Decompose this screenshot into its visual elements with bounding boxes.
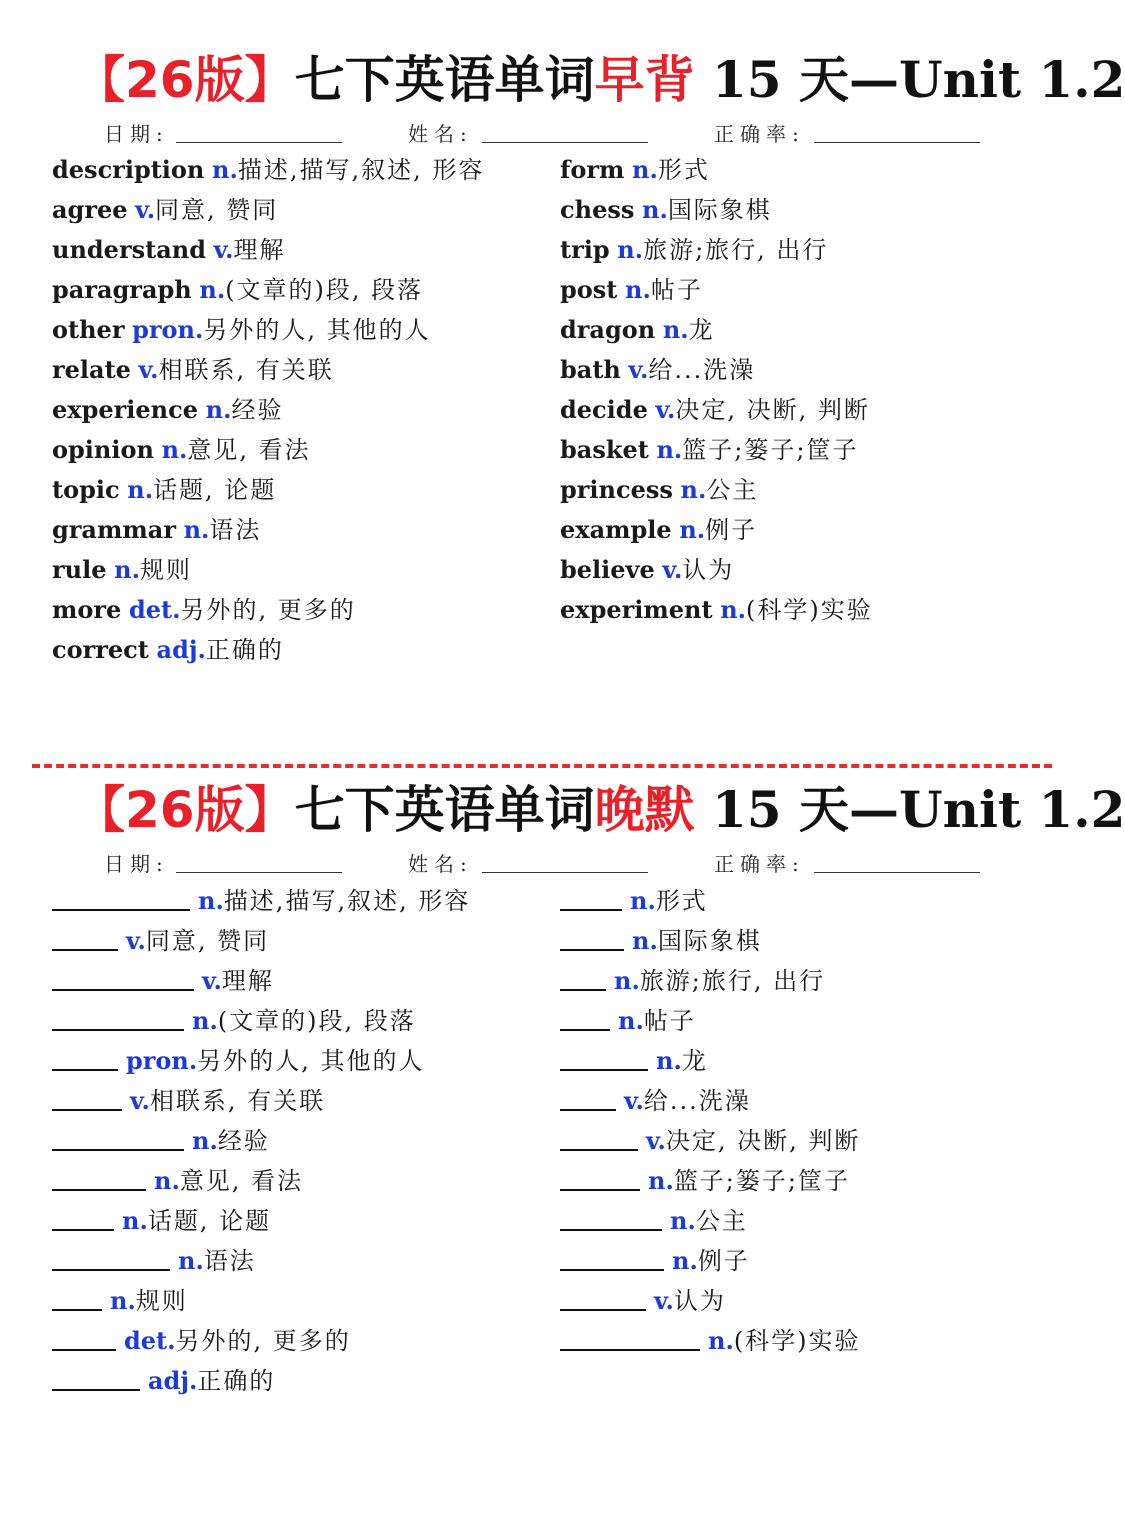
dictation-row bbox=[560, 1083, 861, 1123]
answer-blank[interactable] bbox=[560, 1163, 640, 1191]
chinese-meaning: 正确的 bbox=[205, 636, 284, 664]
dictation-row bbox=[52, 1363, 470, 1403]
chinese-meaning: 话题, 论题 bbox=[153, 476, 277, 504]
morning-right-column bbox=[560, 153, 873, 633]
part-of-speech: n. bbox=[127, 475, 154, 504]
answer-blank[interactable] bbox=[52, 1203, 114, 1231]
chinese-meaning: 帖子 bbox=[650, 276, 703, 304]
part-of-speech: n. bbox=[114, 555, 140, 584]
vocab-row bbox=[52, 513, 484, 553]
dictation-row bbox=[52, 1203, 470, 1243]
part-of-speech: pron. bbox=[132, 315, 204, 344]
part-of-speech: n. bbox=[656, 1046, 682, 1075]
part-of-speech: v. bbox=[135, 195, 156, 224]
morning-left-column bbox=[52, 153, 484, 673]
title-edition: 【26版】 bbox=[75, 51, 295, 109]
vocab-word: rule bbox=[52, 555, 107, 584]
part-of-speech: n. bbox=[154, 1166, 180, 1195]
chinese-meaning: 帖子 bbox=[643, 1007, 696, 1035]
title-main: 七下英语单词 bbox=[294, 780, 595, 839]
part-of-speech: det. bbox=[124, 1326, 176, 1355]
date-blank[interactable] bbox=[176, 872, 342, 873]
answer-blank[interactable] bbox=[52, 1003, 184, 1031]
accuracy-label: 正确率: bbox=[714, 852, 805, 876]
part-of-speech: n. bbox=[183, 515, 210, 544]
chinese-meaning: 规则 bbox=[139, 556, 192, 584]
vocab-row bbox=[560, 153, 873, 193]
dictation-row bbox=[52, 1043, 470, 1083]
chinese-meaning: 形式 bbox=[655, 887, 708, 915]
chinese-meaning: 相联系, 有关联 bbox=[158, 356, 334, 384]
vocab-row bbox=[560, 233, 873, 273]
answer-blank[interactable] bbox=[52, 1283, 102, 1311]
name-blank[interactable] bbox=[482, 872, 648, 873]
dictation-row bbox=[560, 1243, 861, 1283]
chinese-meaning: 旅游;旅行, 出行 bbox=[639, 967, 826, 995]
chinese-meaning: 决定, 决断, 判断 bbox=[665, 1127, 861, 1155]
vocab-word: basket bbox=[560, 435, 649, 464]
part-of-speech: n. bbox=[670, 1206, 696, 1235]
part-of-speech: n. bbox=[648, 1166, 674, 1195]
chinese-meaning: 例子 bbox=[705, 516, 758, 544]
chinese-meaning: 认为 bbox=[673, 1287, 726, 1315]
dictation-row bbox=[560, 1323, 861, 1363]
part-of-speech: adj. bbox=[148, 1366, 198, 1395]
answer-blank[interactable] bbox=[560, 1123, 638, 1151]
chinese-meaning: 另外的人, 其他的人 bbox=[197, 1047, 425, 1075]
vocab-row bbox=[560, 553, 873, 593]
part-of-speech: n. bbox=[122, 1206, 148, 1235]
dictation-row bbox=[52, 1003, 470, 1043]
part-of-speech: v. bbox=[662, 555, 683, 584]
part-of-speech: v. bbox=[624, 1086, 644, 1115]
part-of-speech: v. bbox=[130, 1086, 150, 1115]
dictation-row bbox=[52, 963, 470, 1003]
answer-blank[interactable] bbox=[52, 1043, 118, 1071]
vocab-word: relate bbox=[52, 355, 131, 384]
part-of-speech: n. bbox=[192, 1006, 218, 1035]
vocab-word: topic bbox=[52, 475, 120, 504]
vocab-word: decide bbox=[560, 395, 648, 424]
chinese-meaning: (科学)实验 bbox=[733, 1327, 861, 1355]
part-of-speech: n. bbox=[618, 1006, 644, 1035]
name-label: 姓名: bbox=[408, 122, 473, 146]
chinese-meaning: 意见, 看法 bbox=[187, 436, 311, 464]
morning-title bbox=[75, 48, 1125, 112]
dictation-row bbox=[560, 923, 861, 963]
part-of-speech: pron. bbox=[126, 1046, 198, 1075]
dictation-row bbox=[52, 923, 470, 963]
vocab-word: paragraph bbox=[52, 275, 192, 304]
title-accent: 晚默 bbox=[594, 780, 695, 839]
name-label: 姓名: bbox=[408, 852, 473, 876]
part-of-speech: n. bbox=[625, 275, 651, 304]
vocab-word: more bbox=[52, 595, 122, 624]
part-of-speech: n. bbox=[199, 275, 226, 304]
dictation-row bbox=[52, 883, 470, 923]
chinese-meaning: (文章的)段, 段落 bbox=[217, 1007, 416, 1035]
chinese-meaning: 另外的, 更多的 bbox=[175, 1327, 351, 1355]
part-of-speech: n. bbox=[679, 515, 706, 544]
vocab-row bbox=[52, 153, 484, 193]
vocab-word: dragon bbox=[560, 315, 656, 344]
chinese-meaning: 公主 bbox=[695, 1207, 748, 1235]
section-divider bbox=[32, 764, 1052, 768]
vocab-row bbox=[52, 353, 484, 393]
vocab-word: understand bbox=[52, 235, 206, 264]
vocab-word: other bbox=[52, 315, 125, 344]
chinese-meaning: 语法 bbox=[203, 1247, 256, 1275]
answer-blank[interactable] bbox=[560, 1003, 610, 1031]
part-of-speech: v. bbox=[126, 926, 146, 955]
vocab-word: opinion bbox=[52, 435, 154, 464]
answer-blank[interactable] bbox=[52, 1243, 170, 1271]
chinese-meaning: 相联系, 有关联 bbox=[149, 1087, 326, 1115]
chinese-meaning: 语法 bbox=[209, 516, 262, 544]
vocab-row bbox=[52, 193, 484, 233]
chinese-meaning: 同意, 赞同 bbox=[155, 196, 279, 224]
chinese-meaning: 规则 bbox=[135, 1287, 188, 1315]
chinese-meaning: 理解 bbox=[221, 967, 274, 995]
dictation-row bbox=[560, 1123, 861, 1163]
part-of-speech: n. bbox=[192, 1126, 218, 1155]
vocab-row bbox=[52, 473, 484, 513]
dictation-row bbox=[560, 883, 861, 923]
morning-meta-row bbox=[0, 118, 1080, 148]
accuracy-label: 正确率: bbox=[714, 122, 805, 146]
answer-blank[interactable] bbox=[52, 883, 190, 911]
chinese-meaning: 另外的, 更多的 bbox=[180, 596, 356, 624]
chinese-meaning: 描述,描写,叙述, 形容 bbox=[237, 156, 485, 184]
vocab-row bbox=[560, 473, 873, 513]
vocab-word: princess bbox=[560, 475, 673, 504]
dictation-row bbox=[52, 1243, 470, 1283]
part-of-speech: n. bbox=[708, 1326, 734, 1355]
chinese-meaning: 旅游;旅行, 出行 bbox=[643, 236, 829, 264]
vocab-word: post bbox=[560, 275, 618, 304]
part-of-speech: n. bbox=[720, 595, 747, 624]
answer-blank[interactable] bbox=[560, 923, 624, 951]
chinese-meaning: 篮子;篓子;筐子 bbox=[682, 436, 859, 464]
title-edition: 【26版】 bbox=[75, 781, 295, 839]
answer-blank[interactable] bbox=[560, 1043, 648, 1071]
chinese-meaning: 国际象棋 bbox=[667, 196, 772, 224]
chinese-meaning: 经验 bbox=[217, 1127, 270, 1155]
dictation-row bbox=[560, 963, 861, 1003]
answer-blank[interactable] bbox=[52, 923, 118, 951]
part-of-speech: v. bbox=[202, 966, 222, 995]
chinese-meaning: 决定, 决断, 判断 bbox=[675, 396, 870, 424]
vocab-word: trip bbox=[560, 235, 610, 264]
chinese-meaning: 话题, 论题 bbox=[147, 1207, 272, 1235]
chinese-meaning: 国际象棋 bbox=[657, 927, 762, 955]
part-of-speech: v. bbox=[213, 235, 234, 264]
vocab-row bbox=[52, 273, 484, 313]
answer-blank[interactable] bbox=[560, 1243, 664, 1271]
part-of-speech: n. bbox=[642, 195, 668, 224]
vocab-word: example bbox=[560, 515, 672, 544]
dictation-row bbox=[52, 1163, 470, 1203]
evening-left-column bbox=[52, 883, 470, 1403]
date-blank[interactable] bbox=[176, 142, 342, 143]
chinese-meaning: (文章的)段, 段落 bbox=[225, 276, 424, 304]
date-label: 日期: bbox=[104, 122, 169, 146]
vocab-row bbox=[52, 393, 484, 433]
vocab-row bbox=[52, 553, 484, 593]
vocab-row bbox=[52, 593, 484, 633]
chinese-meaning: 公主 bbox=[706, 476, 759, 504]
answer-blank[interactable] bbox=[560, 883, 622, 911]
vocab-row bbox=[560, 433, 873, 473]
vocab-word: chess bbox=[560, 195, 635, 224]
part-of-speech: v. bbox=[646, 1126, 666, 1155]
answer-blank[interactable] bbox=[52, 1323, 116, 1351]
chinese-meaning: 同意, 赞同 bbox=[145, 927, 270, 955]
title-main: 七下英语单词 bbox=[294, 50, 595, 109]
vocab-word: grammar bbox=[52, 515, 176, 544]
name-blank[interactable] bbox=[482, 142, 648, 143]
part-of-speech: n. bbox=[161, 435, 188, 464]
chinese-meaning: 正确的 bbox=[197, 1367, 276, 1395]
title-unit: 15 天—Unit 1.2 bbox=[694, 50, 1125, 109]
vocab-row bbox=[560, 193, 873, 233]
part-of-speech: n. bbox=[205, 395, 232, 424]
vocab-row bbox=[560, 513, 873, 553]
part-of-speech: n. bbox=[680, 475, 707, 504]
part-of-speech: n. bbox=[656, 435, 683, 464]
part-of-speech: n. bbox=[614, 966, 640, 995]
part-of-speech: n. bbox=[110, 1286, 136, 1315]
vocab-word: experience bbox=[52, 395, 198, 424]
chinese-meaning: 龙 bbox=[681, 1047, 708, 1075]
vocab-row bbox=[560, 273, 873, 313]
vocab-row bbox=[52, 313, 484, 353]
chinese-meaning: 另外的人, 其他的人 bbox=[203, 316, 431, 344]
chinese-meaning: 例子 bbox=[697, 1247, 750, 1275]
evening-right-column bbox=[560, 883, 861, 1363]
vocab-row bbox=[560, 353, 873, 393]
chinese-meaning: 认为 bbox=[682, 556, 735, 584]
chinese-meaning: 理解 bbox=[233, 236, 286, 264]
answer-blank[interactable] bbox=[560, 963, 606, 991]
vocab-row bbox=[52, 233, 484, 273]
chinese-meaning: 龙 bbox=[688, 316, 715, 344]
part-of-speech: n. bbox=[178, 1246, 204, 1275]
dictation-row bbox=[52, 1323, 470, 1363]
chinese-meaning: 形式 bbox=[657, 156, 710, 184]
vocab-word: believe bbox=[560, 555, 655, 584]
answer-blank[interactable] bbox=[52, 963, 194, 991]
answer-blank[interactable] bbox=[560, 1323, 700, 1351]
vocab-row bbox=[560, 393, 873, 433]
chinese-meaning: (科学)实验 bbox=[746, 596, 873, 624]
evening-meta-row bbox=[0, 848, 1080, 878]
vocab-word: correct bbox=[52, 635, 149, 664]
vocab-word: form bbox=[560, 155, 625, 184]
answer-blank[interactable] bbox=[52, 1123, 184, 1151]
part-of-speech: det. bbox=[128, 595, 181, 624]
accuracy-blank[interactable] bbox=[814, 872, 980, 873]
part-of-speech: v. bbox=[628, 355, 649, 384]
part-of-speech: n. bbox=[632, 926, 658, 955]
part-of-speech: n. bbox=[632, 155, 658, 184]
part-of-speech: v. bbox=[655, 395, 676, 424]
dictation-row bbox=[560, 1043, 861, 1083]
vocab-word: bath bbox=[560, 355, 621, 384]
chinese-meaning: 描述,描写,叙述, 形容 bbox=[223, 887, 471, 915]
dictation-row bbox=[52, 1083, 470, 1123]
answer-blank[interactable] bbox=[560, 1083, 616, 1111]
chinese-meaning: 给...洗澡 bbox=[648, 356, 756, 384]
chinese-meaning: 意见, 看法 bbox=[179, 1167, 304, 1195]
part-of-speech: v. bbox=[138, 355, 159, 384]
dictation-row bbox=[52, 1123, 470, 1163]
chinese-meaning: 给...洗澡 bbox=[643, 1087, 751, 1115]
title-accent: 早背 bbox=[594, 50, 695, 109]
answer-blank[interactable] bbox=[52, 1363, 140, 1391]
vocab-row bbox=[560, 313, 873, 353]
vocab-word: agree bbox=[52, 195, 128, 224]
vocab-row bbox=[52, 633, 484, 673]
dictation-row bbox=[560, 1163, 861, 1203]
date-label: 日期: bbox=[104, 852, 169, 876]
part-of-speech: n. bbox=[630, 886, 656, 915]
part-of-speech: n. bbox=[617, 235, 644, 264]
answer-blank[interactable] bbox=[52, 1083, 122, 1111]
chinese-meaning: 经验 bbox=[231, 396, 284, 424]
evening-title bbox=[75, 778, 1125, 842]
vocab-row bbox=[52, 433, 484, 473]
dictation-row bbox=[560, 1003, 861, 1043]
part-of-speech: n. bbox=[198, 886, 224, 915]
chinese-meaning: 篮子;篓子;筐子 bbox=[673, 1167, 850, 1195]
answer-blank[interactable] bbox=[560, 1203, 662, 1231]
part-of-speech: n. bbox=[672, 1246, 698, 1275]
part-of-speech: n. bbox=[212, 155, 238, 184]
part-of-speech: adj. bbox=[156, 635, 206, 664]
vocab-word: experiment bbox=[560, 595, 713, 624]
accuracy-blank[interactable] bbox=[814, 142, 980, 143]
answer-blank[interactable] bbox=[560, 1283, 646, 1311]
dictation-row bbox=[560, 1283, 861, 1323]
dictation-row bbox=[52, 1283, 470, 1323]
title-unit: 15 天—Unit 1.2 bbox=[694, 780, 1125, 839]
part-of-speech: n. bbox=[662, 315, 689, 344]
answer-blank[interactable] bbox=[52, 1163, 146, 1191]
part-of-speech: v. bbox=[654, 1286, 674, 1315]
vocab-word: description bbox=[52, 155, 205, 184]
vocab-row bbox=[560, 593, 873, 633]
dictation-row bbox=[560, 1203, 861, 1243]
